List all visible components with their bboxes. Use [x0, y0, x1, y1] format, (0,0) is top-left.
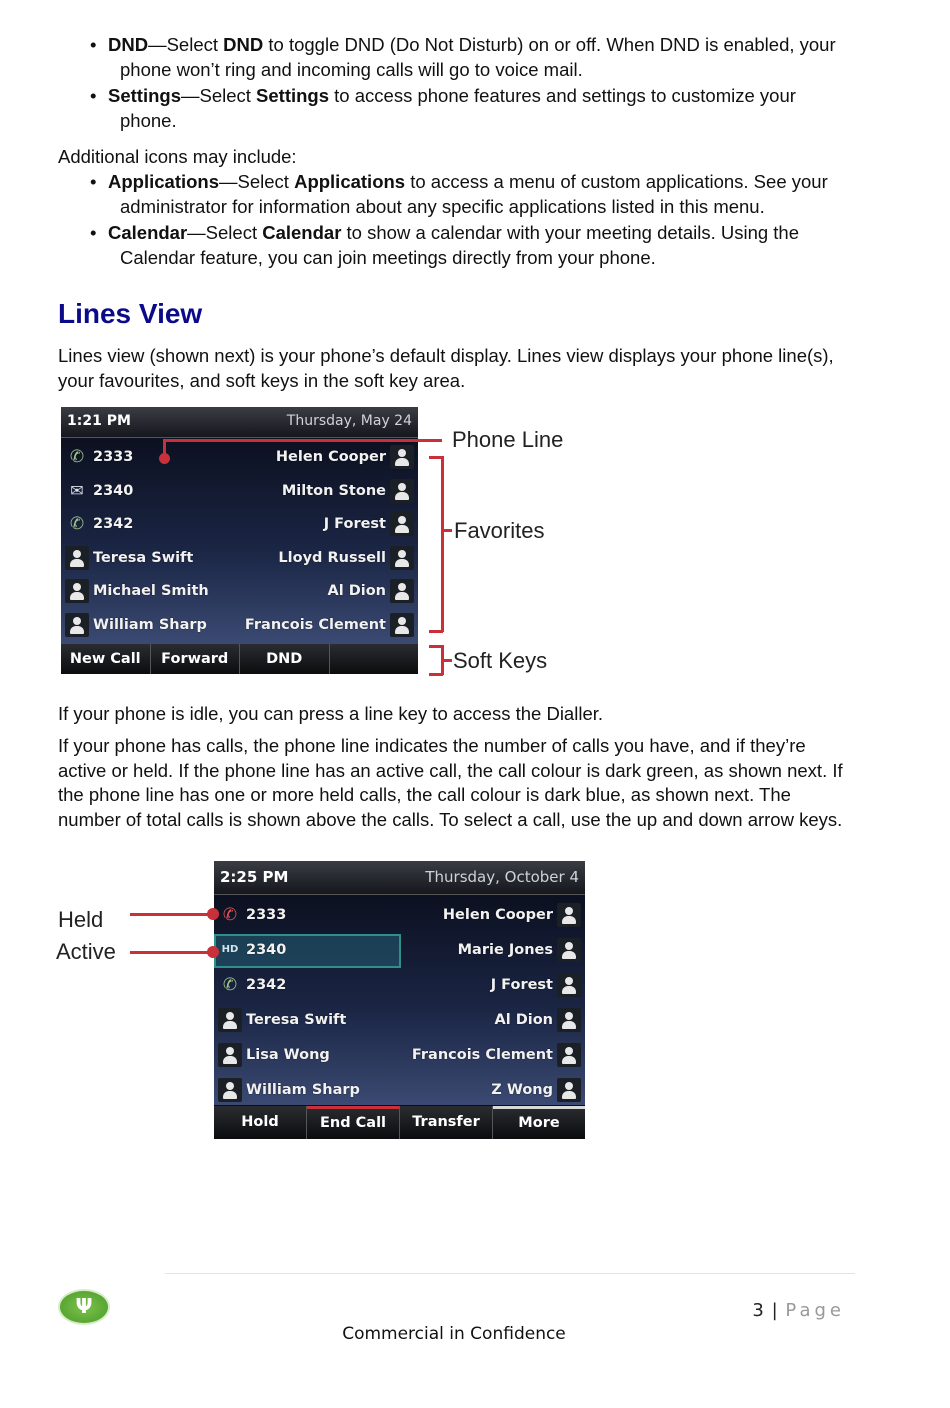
active-marker	[207, 946, 219, 958]
calls-paragraph: If your phone has calls, the phone line indicates the number of calls you have, and if they’re active or held. If the phone line has an active call, the call colour is dark green, as shown next. If the phone line has one or more held calls, the call colour is dark blue, as shown next. The number of total calls is shown above the calls. To select a call, use the up and down arrow keys.	[58, 735, 843, 830]
handset-icon: ✆	[69, 514, 85, 534]
callout-soft-keys: Soft Keys	[453, 648, 548, 673]
favorite-label: J Forest	[323, 516, 386, 532]
status-bar	[214, 861, 585, 895]
bullet-dnd: • DND—Select DND to toggle DND (Do Not Disturb) on or off. When DND is enabled, your phone won’t ring and incoming calls will go to voice mail.	[90, 32, 880, 82]
company-logo: Ψ	[58, 1289, 110, 1325]
favorite-label: William Sharp	[93, 616, 207, 633]
status-time: 2:25 PM	[220, 868, 289, 886]
favorite-label: Lisa Wong	[246, 1047, 330, 1063]
softkey-bar	[61, 644, 418, 674]
softkey-empty[interactable]	[330, 644, 419, 674]
status-date: Thursday, May 24	[286, 413, 412, 429]
callout-held: Held	[58, 907, 104, 932]
handset-icon: ✆	[69, 447, 85, 467]
favorite-label: 2340	[93, 482, 134, 499]
line-label: 2340	[246, 942, 287, 958]
status-bar	[61, 407, 418, 438]
envelope-icon: ✉	[70, 480, 84, 500]
line-label: 2333	[246, 907, 287, 923]
active-call-row[interactable]	[214, 935, 585, 965]
softkey-new-call[interactable]: New Call	[61, 644, 151, 674]
softkey-bar	[214, 1106, 585, 1139]
contact-icon	[65, 546, 89, 570]
favorite-label: J Forest	[490, 977, 553, 993]
contact-icon	[557, 973, 581, 997]
line-label: 2342	[246, 977, 287, 993]
bullet-list-top	[90, 32, 880, 134]
phone-screen-calls-view	[214, 861, 585, 1139]
bullet-settings: • Settings—Select Settings to access phone features and settings to customize your phone.	[90, 83, 880, 133]
favorite-label: Michael Smith	[93, 583, 209, 599]
favorite-label: Helen Cooper	[442, 907, 553, 923]
contact-icon	[557, 938, 581, 962]
favorite-label: Teresa Swift	[93, 549, 194, 566]
favorite-label: 2342	[93, 516, 134, 532]
favorite-row[interactable]	[61, 476, 418, 506]
active-pointer	[130, 951, 214, 954]
softkey-forward[interactable]: Forward	[151, 644, 241, 674]
favorite-row[interactable]	[61, 610, 418, 640]
contact-icon	[390, 479, 414, 503]
favorite-row[interactable]	[61, 509, 418, 539]
callout-favorites: Favorites	[454, 518, 545, 543]
callout-active: Active	[56, 939, 116, 964]
additional-intro: Additional icons may include:	[58, 146, 297, 167]
handset-icon: ✆	[222, 975, 238, 995]
contact-icon	[557, 1043, 581, 1067]
contact-icon	[390, 579, 414, 603]
bullet-applications: • Applications—Select Applications to access a menu of custom applications. See your administrator for information about any specific applications listed in this menu.	[90, 169, 880, 219]
contact-icon	[390, 546, 414, 570]
contact-icon	[218, 1043, 242, 1067]
favorite-label: Francois Clement	[411, 1047, 553, 1063]
section-title: Lines View	[58, 298, 203, 329]
favorite-label: Francois Clement	[244, 616, 386, 633]
line-label: 2333	[93, 449, 134, 465]
contact-icon	[218, 1008, 242, 1032]
phone-screen-lines-view	[61, 407, 418, 674]
favorite-label: Milton Stone	[281, 482, 386, 499]
phone-line-pointer	[418, 439, 442, 442]
favorite-row[interactable]	[214, 970, 585, 1000]
status-date: Thursday, October 4	[425, 868, 579, 886]
contact-icon	[390, 613, 414, 637]
bullet-list-additional	[90, 169, 880, 271]
softkey-hold[interactable]: Hold	[214, 1106, 307, 1139]
contact-icon	[557, 1078, 581, 1102]
callout-phone-line: Phone Line	[452, 427, 564, 452]
favorite-row[interactable]	[61, 543, 418, 573]
held-call-row[interactable]	[214, 900, 585, 930]
favorite-label: Teresa Swift	[246, 1012, 347, 1028]
bullet-calendar: • Calendar—Select Calendar to show a calendar with your meeting details. Using the Calendar feature, you can join meetings directly from your phone.	[90, 220, 880, 270]
favorite-label: William Sharp	[246, 1082, 360, 1098]
favorite-label: Z Wong	[491, 1082, 553, 1098]
contact-icon	[65, 579, 89, 603]
favorite-row[interactable]	[214, 1005, 585, 1035]
lines-intro: Lines view (shown next) is your phone’s default display. Lines view displays your phone line(s), your favourites, and soft keys in the soft key area.	[58, 345, 834, 391]
softkey-end-call[interactable]: End Call	[307, 1106, 400, 1139]
phone-line-connector	[163, 439, 418, 442]
contact-icon	[218, 1078, 242, 1102]
confidentiality-notice: Commercial in Confidence	[342, 1324, 566, 1344]
softkey-transfer[interactable]: Transfer	[400, 1106, 493, 1139]
idle-text: If your phone is idle, you can press a line key to access the Dialler.	[58, 703, 604, 724]
favorite-row[interactable]	[61, 576, 418, 606]
favorite-label: Al Dion	[327, 583, 386, 599]
softkey-dnd[interactable]: DND	[240, 644, 330, 674]
contact-icon	[557, 903, 581, 927]
held-marker	[207, 908, 219, 920]
favorite-row[interactable]	[214, 1040, 585, 1070]
page-number: 3 | Page	[752, 1300, 845, 1321]
line-row[interactable]	[61, 442, 418, 472]
favorite-row[interactable]	[214, 1075, 585, 1105]
footer-rule	[165, 1273, 855, 1274]
held-pointer	[130, 913, 214, 916]
favorite-label: Marie Jones	[457, 942, 553, 958]
contact-icon	[390, 512, 414, 536]
lines-area	[214, 895, 585, 1105]
active-hd-call-icon: HD	[221, 944, 239, 955]
held-call-icon: ✆	[222, 905, 238, 925]
contact-icon	[390, 445, 414, 469]
contact-icon	[557, 1008, 581, 1032]
contact-icon	[65, 613, 89, 637]
favorite-label: Al Dion	[494, 1012, 553, 1028]
favorite-label: Helen Cooper	[275, 449, 386, 465]
softkey-more[interactable]: More	[493, 1106, 585, 1139]
status-time: 1:21 PM	[67, 413, 131, 429]
lines-area	[61, 438, 418, 644]
favorite-label: Lloyd Russell	[278, 549, 386, 566]
